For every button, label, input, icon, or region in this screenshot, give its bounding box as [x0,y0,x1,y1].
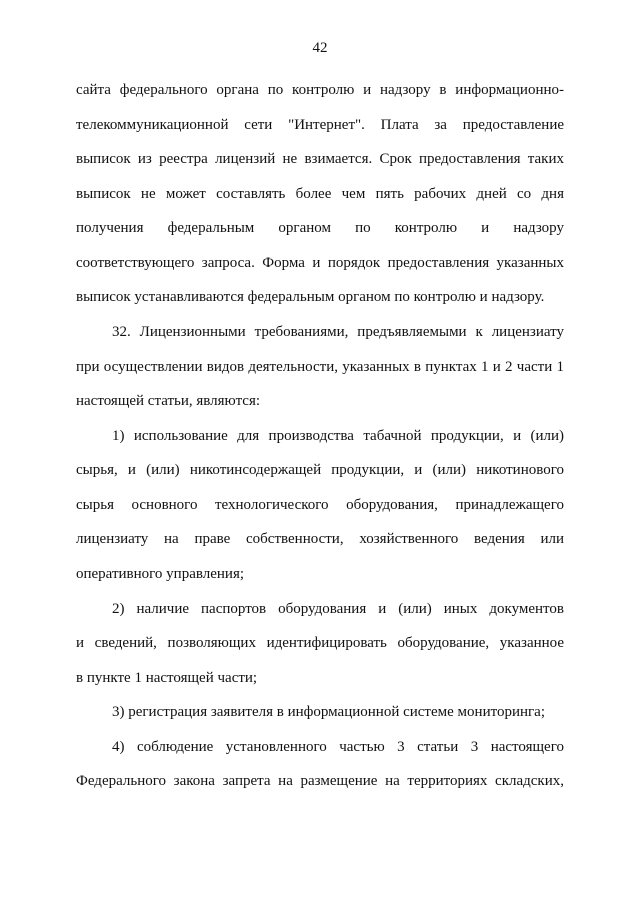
text-line: лицензиату на праве собственности, хозяйственного ведения или [76,531,564,547]
paragraph-first-line: 1) использование для производства табачной продукции, и (или) [112,428,564,444]
paragraph-first-line: 32. Лицензионными требованиями, предъявляемыми к лицензиату [112,324,564,340]
text-line: выписок устанавливаются федеральным органом по контролю и надзору. [76,289,545,305]
paragraph-first-line: 2) наличие паспортов оборудования и (или) иных документов [112,601,564,617]
text-line: выписок из реестра лицензий не взимается. Срок предоставления таких [76,151,564,167]
text-line: сырья, и (или) никотинсодержащей продукции, и (или) никотинового [76,462,564,478]
paragraph-first-line: 4) соблюдение установленного частью 3 статьи 3 настоящего [112,739,564,755]
text-line: соответствующего запроса. Форма и порядок предоставления указанных [76,255,564,271]
paragraph-first-line: 3) регистрация заявителя в информационной системе мониторинга; [112,704,545,720]
text-line: телекоммуникационной сети "Интернет". Плата за предоставление [76,117,564,133]
page-number: 42 [312,40,328,56]
text-line: при осуществлении видов деятельности, указанных в пунктах 1 и 2 части 1 [76,359,564,375]
text-line: получения федеральным органом по контролю и надзору [76,220,564,236]
text-line: сырья основного технологического оборудования, принадлежащего [76,497,564,513]
text-line: сайта федерального органа по контролю и надзору в информационно- [76,82,564,98]
text-line: Федерального закона запрета на размещение на территориях складских, [76,773,564,789]
text-line: настоящей статьи, являются: [76,393,261,409]
text-line: и сведений, позволяющих идентифицировать оборудование, указанное [76,635,564,651]
text-line: в пункте 1 настоящей части; [76,670,258,686]
text-line: оперативного управления; [76,566,245,582]
text-line: выписок не может составлять более чем пять рабочих дней со дня [76,186,564,202]
